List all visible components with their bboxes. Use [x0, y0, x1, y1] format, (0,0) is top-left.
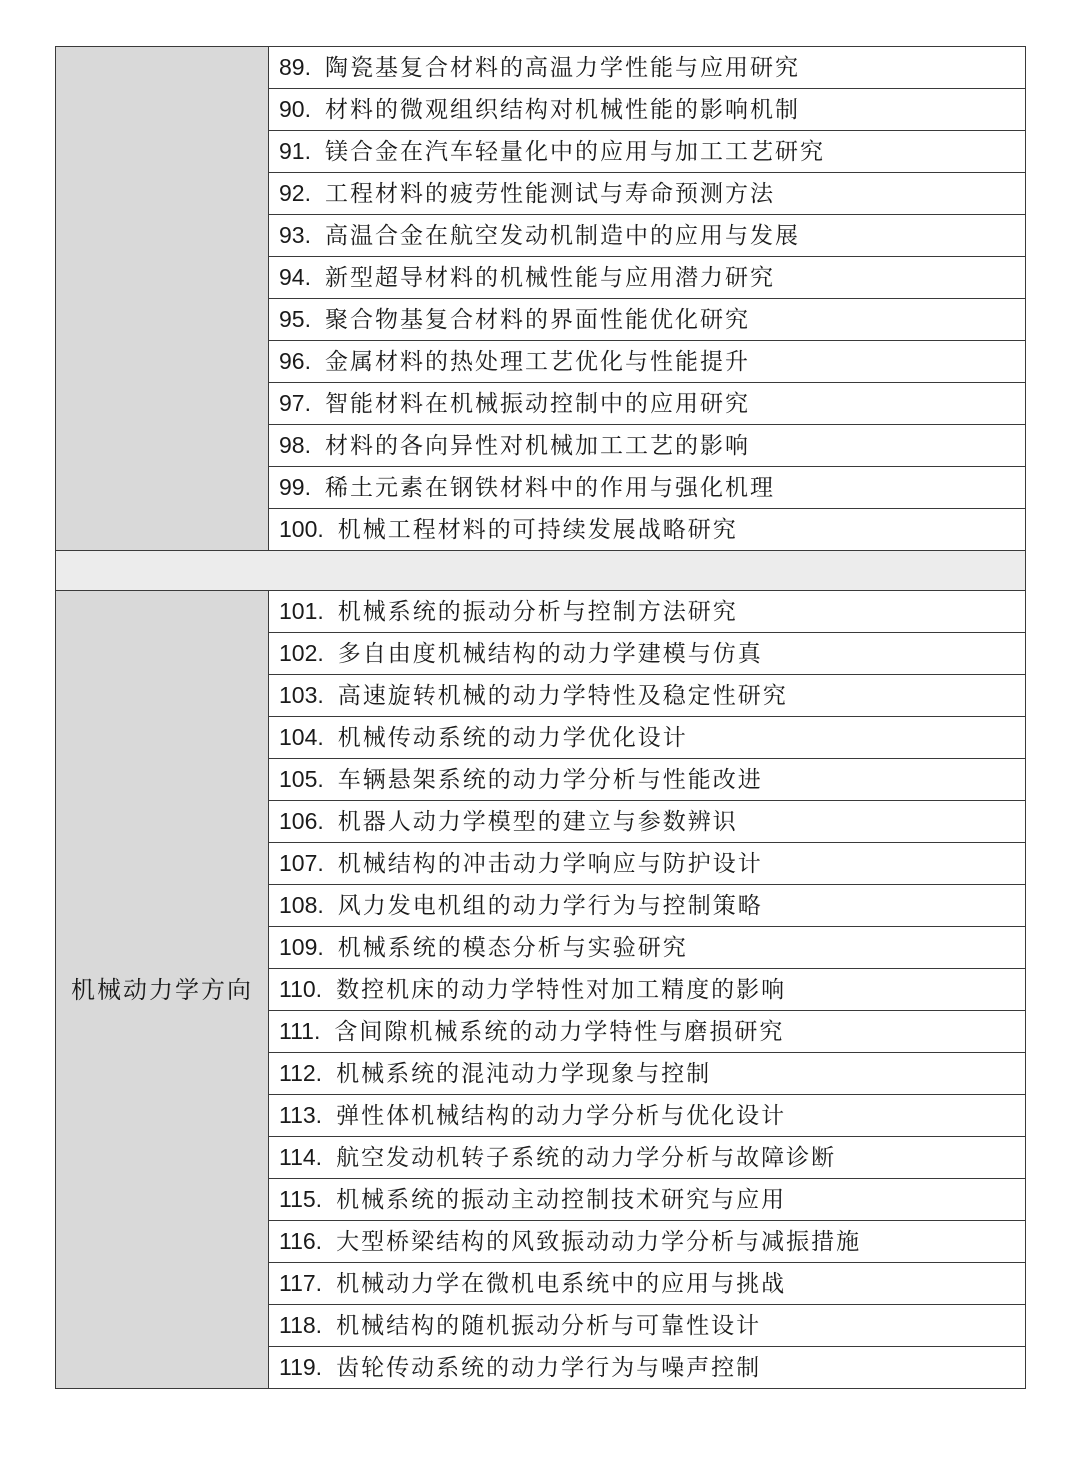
topic-title: 数控机床的动力学特性对加工精度的影响 — [336, 977, 787, 1003]
topic-number: 118. — [279, 1312, 323, 1338]
category-cell — [56, 47, 269, 551]
topic-number: 100. — [279, 516, 324, 542]
topic-number: 98. — [279, 432, 311, 458]
topic-cell — [269, 1095, 1026, 1137]
topic-cell — [269, 467, 1026, 509]
topic-number: 109. — [279, 934, 324, 960]
topic-number: 104. — [279, 724, 324, 750]
topic-number: 101. — [279, 598, 324, 624]
topic-table — [55, 46, 1026, 1389]
table-body — [56, 47, 1026, 1389]
topic-title: 高速旋转机械的动力学特性及稳定性研究 — [337, 683, 788, 709]
topic-cell — [269, 927, 1026, 969]
topic-cell — [269, 717, 1026, 759]
topic-number: 102. — [279, 640, 324, 666]
topic-number: 96. — [279, 348, 311, 374]
topic-number: 91. — [279, 138, 311, 164]
topic-cell — [269, 1221, 1026, 1263]
topic-number: 112. — [279, 1060, 323, 1086]
topic-cell — [269, 89, 1026, 131]
topic-cell — [269, 1137, 1026, 1179]
topic-cell — [269, 885, 1026, 927]
topic-cell — [269, 1053, 1026, 1095]
topic-cell — [269, 843, 1026, 885]
topic-cell — [269, 299, 1026, 341]
topic-number: 89. — [279, 54, 311, 80]
topic-cell — [269, 633, 1026, 675]
table-row — [56, 591, 1026, 633]
topic-number: 92. — [279, 180, 311, 206]
topic-cell — [269, 1179, 1026, 1221]
topic-number: 95. — [279, 306, 311, 332]
topic-cell — [269, 1263, 1026, 1305]
topic-number: 93. — [279, 222, 311, 248]
topic-title: 机械动力学在微机电系统中的应用与挑战 — [336, 1271, 787, 1297]
topic-title: 机械系统的模态分析与实验研究 — [337, 935, 688, 961]
topic-title: 大型桥梁结构的风致振动动力学分析与减振措施 — [336, 1229, 862, 1255]
topic-number: 119. — [279, 1354, 323, 1380]
topic-title: 航空发动机转子系统的动力学分析与故障诊断 — [336, 1145, 837, 1171]
topic-cell — [269, 969, 1026, 1011]
topic-number: 97. — [279, 390, 311, 416]
topic-cell — [269, 675, 1026, 717]
separator-cell — [56, 551, 1026, 591]
topic-cell — [269, 591, 1026, 633]
topic-title: 稀土元素在钢铁材料中的作用与强化机理 — [324, 475, 775, 501]
topic-title: 机械结构的冲击动力学响应与防护设计 — [337, 851, 763, 877]
topic-cell — [269, 47, 1026, 89]
topic-cell — [269, 1305, 1026, 1347]
topic-number: 115. — [279, 1186, 323, 1212]
topic-number: 94. — [279, 264, 311, 290]
topic-title: 材料的微观组织结构对机械性能的影响机制 — [324, 97, 800, 123]
topic-number: 116. — [279, 1228, 323, 1254]
topic-title: 陶瓷基复合材料的高温力学性能与应用研究 — [324, 55, 800, 81]
topic-number: 99. — [279, 474, 311, 500]
topic-title: 机械系统的振动主动控制技术研究与应用 — [336, 1187, 787, 1213]
topic-number: 114. — [279, 1144, 323, 1170]
topic-title: 机器人动力学模型的建立与参数辨识 — [337, 809, 738, 835]
topic-title: 多自由度机械结构的动力学建模与仿真 — [337, 641, 763, 667]
topic-number: 108. — [279, 892, 324, 918]
topic-cell — [269, 341, 1026, 383]
table-row — [56, 47, 1026, 89]
topic-cell — [269, 801, 1026, 843]
topic-cell — [269, 173, 1026, 215]
topic-title: 风力发电机组的动力学行为与控制策略 — [337, 893, 763, 919]
topic-number: 107. — [279, 850, 324, 876]
topic-number: 113. — [279, 1102, 323, 1128]
category-cell: 机械动力学方向 — [56, 591, 269, 1389]
topic-cell — [269, 1011, 1026, 1053]
topic-number: 110. — [279, 976, 323, 1002]
topic-title: 齿轮传动系统的动力学行为与噪声控制 — [336, 1355, 762, 1381]
topic-title: 机械系统的振动分析与控制方法研究 — [337, 599, 738, 625]
topic-title: 机械传动系统的动力学优化设计 — [337, 725, 688, 751]
topic-title: 机械工程材料的可持续发展战略研究 — [337, 517, 738, 543]
topic-number: 90. — [279, 96, 311, 122]
topic-title: 新型超导材料的机械性能与应用潜力研究 — [324, 265, 775, 291]
topic-title: 弹性体机械结构的动力学分析与优化设计 — [336, 1103, 787, 1129]
topic-title: 工程材料的疲劳性能测试与寿命预测方法 — [324, 181, 775, 207]
topic-cell — [269, 509, 1026, 551]
topic-title: 车辆悬架系统的动力学分析与性能改进 — [337, 767, 763, 793]
topic-cell — [269, 215, 1026, 257]
topic-title: 含间隙机械系统的动力学特性与磨损研究 — [334, 1019, 785, 1045]
topic-title: 智能材料在机械振动控制中的应用研究 — [324, 391, 750, 417]
topic-title: 材料的各向异性对机械加工工艺的影响 — [324, 433, 750, 459]
section-separator-row — [56, 551, 1026, 591]
topic-title: 高温合金在航空发动机制造中的应用与发展 — [324, 223, 800, 249]
topic-title: 金属材料的热处理工艺优化与性能提升 — [324, 349, 750, 375]
topic-cell — [269, 383, 1026, 425]
topic-number: 106. — [279, 808, 324, 834]
topic-title: 镁合金在汽车轻量化中的应用与加工工艺研究 — [324, 139, 825, 165]
topic-title: 聚合物基复合材料的界面性能优化研究 — [324, 307, 750, 333]
topic-number: 105. — [279, 766, 324, 792]
topic-cell — [269, 759, 1026, 801]
topic-title: 机械结构的随机振动分析与可靠性设计 — [336, 1313, 762, 1339]
topic-number: 103. — [279, 682, 324, 708]
topic-cell — [269, 131, 1026, 173]
topic-number: 111. — [279, 1018, 321, 1044]
topic-number: 117. — [279, 1270, 323, 1296]
topic-title: 机械系统的混沌动力学现象与控制 — [336, 1061, 712, 1087]
topic-cell — [269, 1347, 1026, 1389]
topic-cell — [269, 257, 1026, 299]
topic-cell — [269, 425, 1026, 467]
